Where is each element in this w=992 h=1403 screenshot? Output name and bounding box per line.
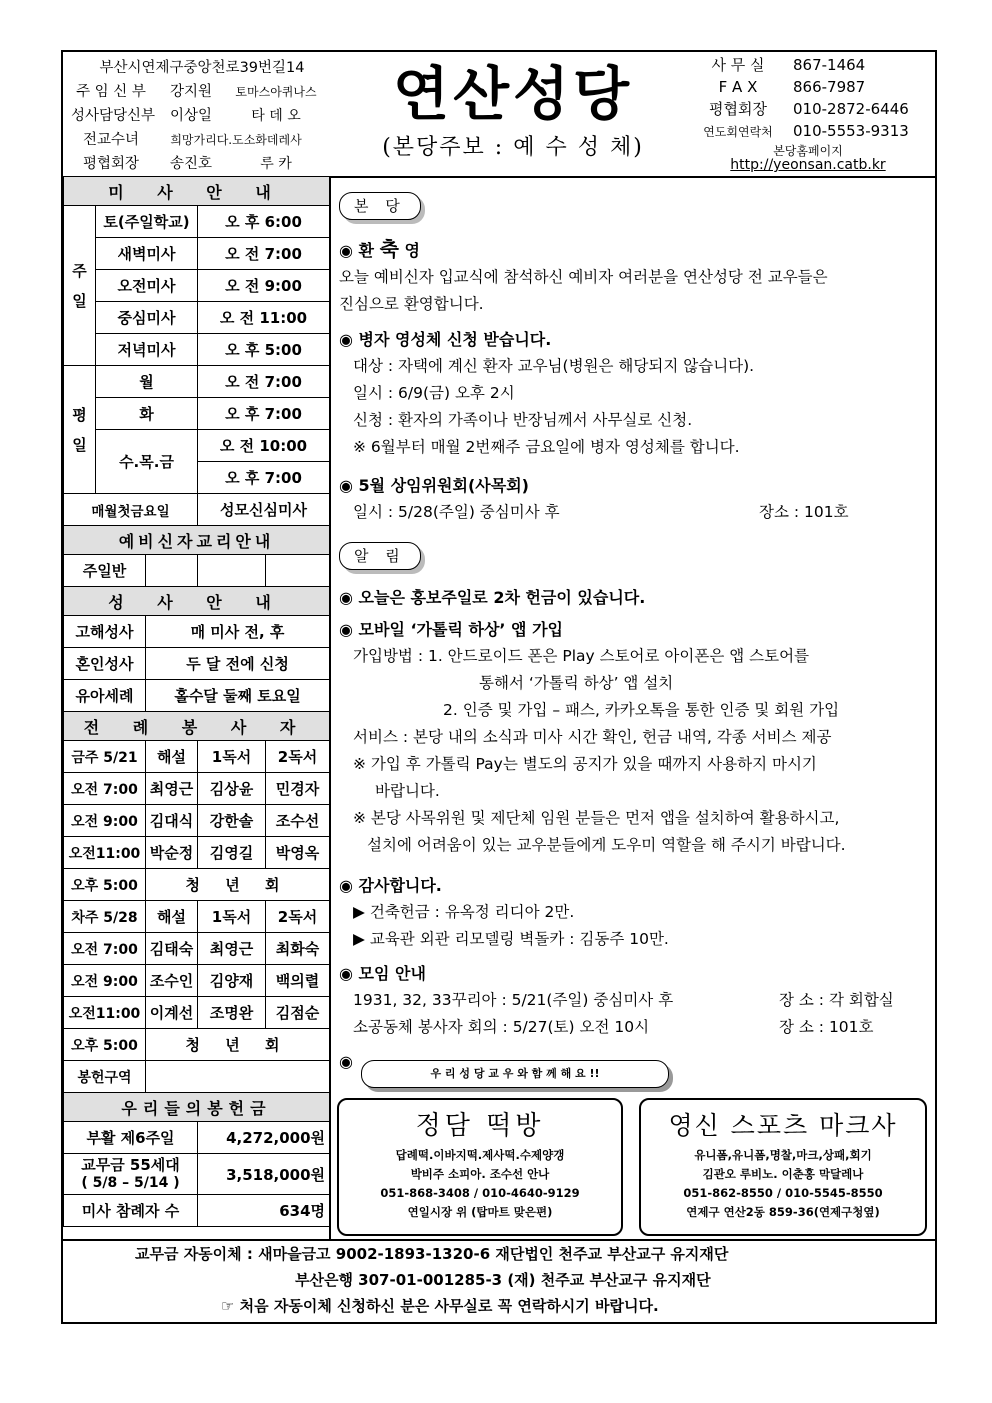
- server-time: 오전 7:00: [64, 773, 146, 805]
- council-section: ◉ 5월 상임위원회(사목회) 일시 : 5/28(주일) 중심미사 후 장소 : 101호: [339, 476, 849, 521]
- server-time: 오후 5:00: [64, 1029, 146, 1061]
- app-section: ◉ 모바일 ‘가톨릭 하상’ 앱 가입 가입방법 : 1. 안드로이드 폰은 Play 스토어로 아이폰은 앱 스토어를 통해서 ‘가톨릭 하상’ 앱 설치 2. 인증 및 가입 – 패스, 카카오톡을 통한 인증 및 회원 가입 서비스 : 본당 내의 소식과 미사 시간 확인, 헌금 내역, 각종 서비스 제공 ※ 가입 후 가톨릭 Pay는 별도의 공지가 있을 때까지 사용하지 마시기 바랍니다. ※ 본당 사목위원 및 제단체 임원 분들은 먼저 앱을 설치하여 활용하시고, 설치에 어려움이 있는 교우분들에게 도우미 역할을 해 주시기 바랍니다.: [339, 620, 846, 854]
- staff-row: 주 임 신 부 강지원 토마스아퀴나스: [76, 84, 317, 100]
- server-name: 박순정: [146, 837, 198, 869]
- catechumen-row: 주일반: [64, 555, 146, 587]
- mass-time: 오 전 7:00: [198, 366, 330, 398]
- sacrament-name: 유아세례: [64, 680, 146, 712]
- server-col: 1독서: [198, 741, 266, 773]
- mass-name: 저녁미사: [96, 334, 198, 366]
- server-name: 조수선: [266, 805, 330, 837]
- mass-name: 중심미사: [96, 302, 198, 334]
- staff-row: 평협회장 송진호 루 카: [82, 156, 292, 172]
- offering-name: 부활 제6주일: [64, 1122, 198, 1154]
- offering-name: 미사 참례자 수: [64, 1195, 198, 1227]
- offering-value: 634명: [198, 1195, 330, 1227]
- contact-row: 사 무 실 867-1464: [711, 56, 866, 74]
- parish-info: [71, 56, 341, 176]
- welcome-text: 오늘 예비신자 입교식에 참석하신 예비자 여러분을 연산성당 전 교우들은: [339, 268, 828, 286]
- server-name: 최영근: [198, 933, 266, 965]
- together-banner: 우 리 성 당 교 우 와 함 께 해 요 !!: [361, 1060, 669, 1088]
- ad-rice-cake: 정담 떡방 답례떡.이바지떡.제사떡.수제양갱 박비주 소피아. 조수선 안나 051-868-3408 / 010-4640-9129 연일시장 위 (탑마트 맞은편): [337, 1098, 623, 1236]
- mass-time: 오 전 10:00: [198, 430, 330, 462]
- server-name: 김점순: [266, 997, 330, 1029]
- first-friday-label: 매월첫금요일: [64, 494, 198, 526]
- catechumen-title: 예비신자교리안내: [64, 526, 330, 555]
- footer: [63, 1239, 935, 1324]
- server-name: 조명완: [198, 997, 266, 1029]
- homepage-label: 본당홈페이지: [773, 144, 843, 158]
- server-name: 이계선: [146, 997, 198, 1029]
- footer-account-1: 교무금 자동이체 : 새마을금고 9002-1893-1320-6 재단법인 천주교 부산교구 유지재단: [135, 1245, 729, 1263]
- left-table: [63, 176, 330, 1227]
- footer-note: ☞ 처음 자동이체 신청하신 분은 사무실로 꼭 연락하시기 바랍니다.: [221, 1297, 659, 1315]
- thanks-section: ◉ 감사합니다. ▶ 건축헌금 : 유옥정 리디아 2만. ▶ 교육관 외관 리모델링 벽돌카 : 김동주 10만.: [339, 876, 669, 948]
- sacrament-value: 매 미사 전, 후: [146, 616, 330, 648]
- mass-name: 수.목.금: [96, 430, 198, 494]
- parish-tag: 본 당: [339, 192, 421, 220]
- offering-value: 3,518,000원: [198, 1154, 330, 1195]
- notice-tag: 알 림: [339, 542, 421, 570]
- ad-sports-mark: 영신 스포츠 마크사 유니폼,유니폼,명찰,마크,상패,회기 김관오 루비노. 이춘홍 막달레나 051-862-8550 / 010-5545-8550 연제구 연산2동 859-36(연제구청옆): [639, 1098, 927, 1236]
- servers-title: 전 례 봉 사 자: [64, 712, 330, 741]
- sick-title: 병자 영성체 신청 받습니다.: [358, 330, 552, 349]
- server-time: 오후 5:00: [64, 869, 146, 901]
- mass-time: 오 후 6:00: [198, 206, 330, 238]
- server-col: 2독서: [266, 741, 330, 773]
- server-col: 해설: [146, 741, 198, 773]
- server-group: 청 년 회: [146, 1029, 330, 1061]
- left-column: [63, 176, 331, 1239]
- welcome-text: 진심으로 환영합니다.: [339, 295, 484, 313]
- server-time: 오전11:00: [64, 997, 146, 1029]
- server-name: 최화숙: [266, 933, 330, 965]
- mass-time: 오 후 7:00: [198, 398, 330, 430]
- mass-time: 오 전 9:00: [198, 270, 330, 302]
- server-name: 김상윤: [198, 773, 266, 805]
- server-name: 김영길: [198, 837, 266, 869]
- mass-name: 토(주일학교): [96, 206, 198, 238]
- server-name: 백의렬: [266, 965, 330, 997]
- footer-account-2: 부산은행 307-01-001285-3 (재) 천주교 부산교구 유지재단: [295, 1271, 711, 1289]
- server-name: 조수인: [146, 965, 198, 997]
- mass-time: 오 후 7:00: [198, 462, 330, 494]
- staff-row: 전교수녀 희망가리다.도소화데레사: [82, 132, 302, 148]
- flower-area: 봉헌구역: [64, 1061, 146, 1093]
- server-time: 오전11:00: [64, 837, 146, 869]
- server-time: 오전 9:00: [64, 965, 146, 997]
- mass-time: 오 후 5:00: [198, 334, 330, 366]
- server-time: 오전 7:00: [64, 933, 146, 965]
- server-name: 최영근: [146, 773, 198, 805]
- sick-section: ◉ 병자 영성체 신청 받습니다. 대상 : 자택에 계신 환자 교우님(병원은 해당되지 않습니다). 일시 : 6/9(금) 오후 2시 신청 : 환자의 가족이나 반장님께서 사무실로 신청. ※ 6월부터 매월 2번째주 금요일에 병자 영성체를 합니다.: [339, 330, 755, 456]
- bullet-icon: ◉: [339, 1052, 353, 1071]
- mass-name: 화: [96, 398, 198, 430]
- mass-name: 새벽미사: [96, 238, 198, 270]
- mass-title: 미 사 안 내: [64, 177, 330, 206]
- offering-name: 교무금 55세대 ( 5/8 – 5/14 ): [64, 1154, 198, 1195]
- page-subtitle: (본당주보 : 예 수 성 체): [382, 135, 644, 160]
- mass-name: 월: [96, 366, 198, 398]
- contact-row: F A X 866-7987: [718, 78, 866, 96]
- sacrament-value: 두 달 전에 신청: [146, 648, 330, 680]
- sunday-label: 주 일: [64, 206, 96, 366]
- server-name: 강한솔: [198, 805, 266, 837]
- sacrament-name: 혼인성사: [64, 648, 146, 680]
- server-name: 김태숙: [146, 933, 198, 965]
- right-column: [331, 176, 935, 1239]
- offering-title: 우리들의봉헌금: [64, 1093, 330, 1122]
- server-group: 청 년 회: [146, 869, 330, 901]
- server-name: 김양재: [198, 965, 266, 997]
- bulletin-page: [61, 50, 937, 1324]
- weekday-label: 평 일: [64, 366, 96, 494]
- server-col: 해설: [146, 901, 198, 933]
- mass-name: 오전미사: [96, 270, 198, 302]
- sacrament-value: 홀수달 둘째 토요일: [146, 680, 330, 712]
- promo-section: ◉ 오늘은 홍보주일로 2차 헌금이 있습니다.: [339, 588, 646, 607]
- first-friday-value: 성모신심미사: [198, 494, 330, 526]
- sacrament-name: 고해성사: [64, 616, 146, 648]
- contact-row: 평협회장 010-2872-6446: [709, 100, 909, 118]
- sacrament-title: 성 사 안 내: [64, 587, 330, 616]
- header: [63, 52, 935, 178]
- contact-info: [683, 54, 933, 173]
- server-name: 김대식: [146, 805, 198, 837]
- homepage-link[interactable]: http://yeonsan.catb.kr: [730, 157, 886, 173]
- server-time: 오전 9:00: [64, 805, 146, 837]
- week-label: 차주 5/28: [64, 901, 146, 933]
- server-name: 박영옥: [266, 837, 330, 869]
- mass-time: 오 전 11:00: [198, 302, 330, 334]
- mass-time: 오 전 7:00: [198, 238, 330, 270]
- meeting-section: ◉ 모임 안내 1931, 32, 33꾸리아 : 5/21(주일) 중심미사 후 장 소 : 각 회합실 소공동체 봉사자 회의 : 5/27(토) 오전 10시 장 소 : 101호: [339, 964, 894, 1036]
- address: 부산시연제구중앙천로39번길14: [99, 60, 305, 76]
- week-label: 금주 5/21: [64, 741, 146, 773]
- server-name: 민경자: [266, 773, 330, 805]
- server-col: 2독서: [266, 901, 330, 933]
- council-title: 5월 상임위원회(사목회): [358, 476, 529, 495]
- welcome-section: ◉ 환 축 영 오늘 예비신자 입교식에 참석하신 예비자 여러분을 연산성당 전 교우들은 진심으로 환영합니다.: [339, 236, 931, 318]
- offering-value: 4,272,000원: [198, 1122, 330, 1154]
- staff-row: 성사담당신부 이상일 타 데 오: [71, 108, 301, 124]
- page-title: 연산성당: [392, 60, 634, 128]
- contact-row: 연도회연락처 010-5553-9313: [703, 122, 909, 140]
- server-col: 1독서: [198, 901, 266, 933]
